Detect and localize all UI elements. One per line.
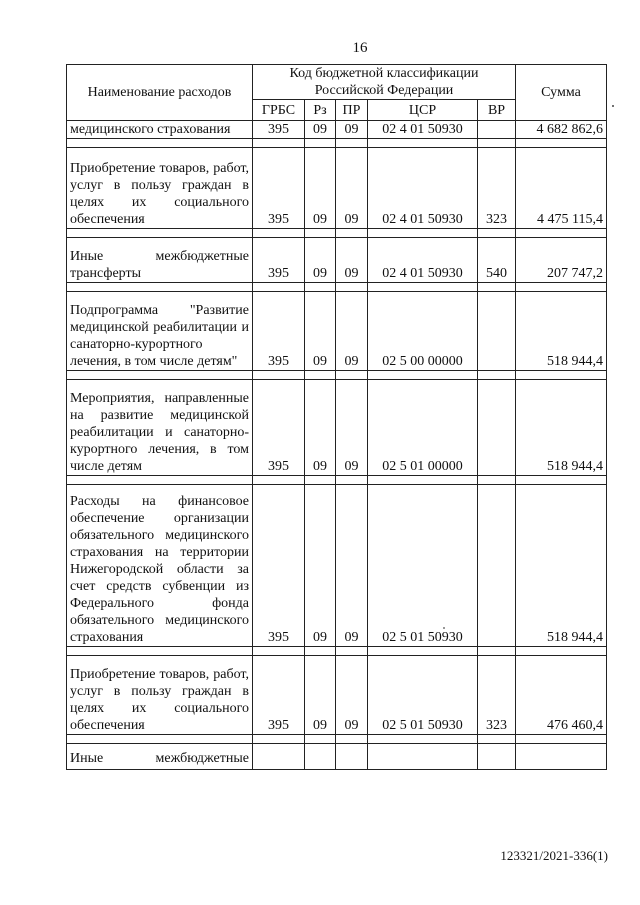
row-sum [516,744,607,770]
spacer-row [67,139,607,148]
table-row [67,380,607,476]
row-sum: 518 944,4 [516,292,607,371]
row-name: Подпрограмма "Развитие медицинской реабилитации и санаторно-курортного лечения, в том числе детям" [67,292,253,371]
row-pr: 09 [336,380,368,476]
spacer-row [67,371,607,380]
row-sum: 476 460,4 [516,656,607,735]
row-csr: 02 5 00 00000 [368,292,478,371]
row-pr: 09 [336,238,368,283]
row-vr [478,292,516,371]
spacer-row [67,283,607,292]
row-sum: 518 944,4 [516,485,607,647]
spacer-row [67,647,607,656]
row-pr: 09 [336,148,368,229]
row-csr: 02 5 01 50930 [368,656,478,735]
row-pr: 09 [336,656,368,735]
table-row [67,148,607,229]
row-vr: 540 [478,238,516,283]
col-header-csr: ЦСР [368,100,478,121]
row-rz: 09 [305,485,336,647]
spacer-row [67,229,607,238]
row-grbs: 395 [253,121,305,139]
row-grbs: 395 [253,380,305,476]
col-header-code-group: Код бюджетной классификации Российской Федерации [253,65,516,100]
row-name: Приобретение товаров, работ, услуг в пользу граждан в целях их социального обеспечения [67,148,253,229]
col-header-pr: ПР [336,100,368,121]
row-vr [478,121,516,139]
row-csr: 02 5 01 50930 [368,485,478,647]
row-csr [368,744,478,770]
row-grbs: 395 [253,485,305,647]
spacer-row [67,735,607,744]
row-rz [305,744,336,770]
col-header-vr: ВР [478,100,516,121]
row-csr: 02 4 01 50930 [368,148,478,229]
row-rz: 09 [305,292,336,371]
row-pr: 09 [336,485,368,647]
row-name: Иные межбюджетные трансферты [67,238,253,283]
row-sum: 518 944,4 [516,380,607,476]
row-sum: 4 682 862,6 [516,121,607,139]
row-pr: 09 [336,292,368,371]
table-row [67,238,607,283]
table-row [67,485,607,647]
row-rz: 09 [305,148,336,229]
row-name: Иные межбюджетные [67,744,253,770]
row-vr [478,485,516,647]
row-rz: 09 [305,380,336,476]
spacer-row [67,476,607,485]
row-name: Мероприятия, направленные на развитие медицинской реабилитации и санаторно-курортного лечения, в том числе детям [67,380,253,476]
row-rz: 09 [305,238,336,283]
row-name: Приобретение товаров, работ, услуг в пользу граждан в целях их социального обеспечения [67,656,253,735]
row-rz: 09 [305,656,336,735]
row-grbs: 395 [253,656,305,735]
row-csr: 02 4 01 50930 [368,238,478,283]
row-rz: 09 [305,121,336,139]
row-csr: 02 5 01 00000 [368,380,478,476]
col-header-name: Наименование расходов [67,65,253,121]
row-vr: 323 [478,656,516,735]
row-sum: 207 747,2 [516,238,607,283]
header-row [67,65,607,100]
row-grbs [253,744,305,770]
col-header-sum: Сумма [516,65,607,121]
row-grbs: 395 [253,148,305,229]
row-grbs: 395 [253,238,305,283]
col-header-grbs: ГРБС [253,100,305,121]
row-pr: 09 [336,121,368,139]
row-csr: 02 4 01 50930 [368,121,478,139]
row-vr [478,380,516,476]
table-row [67,292,607,371]
margin-mark [612,105,614,107]
col-header-rz: Рз [305,100,336,121]
row-vr: 323 [478,148,516,229]
document-code: 123321/2021-336(1) [500,848,608,863]
row-sum: 4 475 115,4 [516,148,607,229]
row-vr [478,744,516,770]
budget-table [66,64,607,770]
table-row [67,121,607,139]
table-row [67,744,607,770]
row-name: медицинского страхования [67,121,253,139]
page-number: 16 [352,40,368,56]
row-pr [336,744,368,770]
table-row [67,656,607,735]
row-grbs: 395 [253,292,305,371]
row-name: Расходы на финансовое обеспечение организации обязательного медицинского страхования на территории Нижегородской области за счет средств субвенции из Федерального фонда обязательного медицинского страхования [67,485,253,647]
